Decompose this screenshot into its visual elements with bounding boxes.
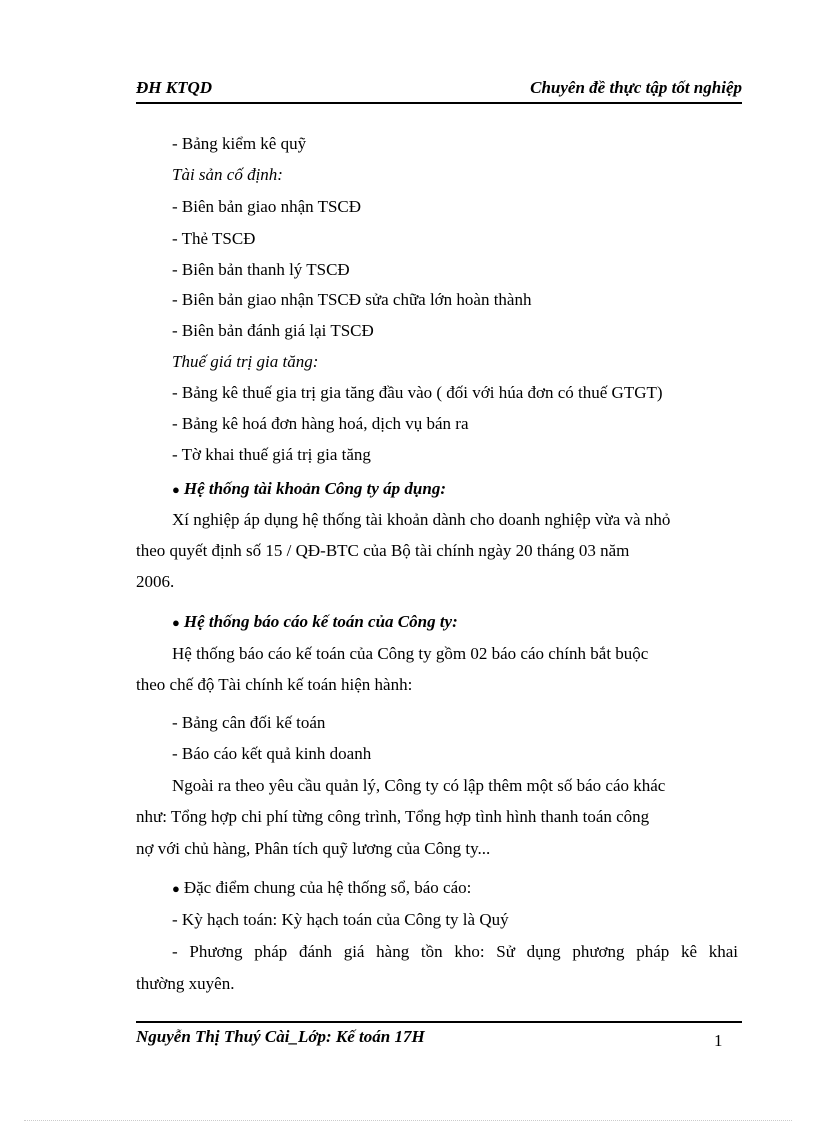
heading-report-system: [172, 611, 458, 634]
header-right: Chuyên đề thực tập tốt nghiệp: [530, 78, 742, 97]
list-item: - Thẻ TSCĐ: [172, 229, 256, 248]
paragraph-line: nợ với chủ hàng, Phân tích quỹ lương của Công ty...: [136, 839, 491, 858]
list-item: - Biên bản đánh giá lại TSCĐ: [172, 321, 374, 340]
page-header: [136, 76, 742, 104]
heading-text: Đặc điểm chung của hệ thống sổ, báo cáo:: [183, 878, 472, 897]
bullet-icon: ●: [172, 615, 180, 630]
heading-ledger-features: [172, 877, 471, 900]
paragraph-line: Ngoài ra theo yêu cầu quản lý, Công ty có lập thêm một số báo cáo khác: [172, 776, 666, 795]
header-left: ĐH KTQD: [136, 78, 213, 97]
list-item: - Báo cáo kết quả kinh doanh: [172, 744, 372, 763]
bullet-icon: ●: [172, 482, 180, 497]
heading-text: Hệ thống báo cáo kế toán của Công ty:: [183, 612, 458, 631]
list-item: - Bảng kê hoá đơn hàng hoá, dịch vụ bán ra: [172, 414, 469, 433]
paragraph-line: theo chế độ Tài chính kế toán hiện hành:: [136, 675, 413, 694]
page-edge-divider: [24, 1120, 792, 1121]
paragraph-line: 2006.: [136, 572, 175, 591]
paragraph-line: - Phương pháp đánh giá hàng tồn kho: Sử dụng phương pháp kê khai: [172, 942, 738, 961]
paragraph-line: Hệ thống báo cáo kế toán của Công ty gồm 02 báo cáo chính bắt buộc: [172, 644, 649, 663]
list-item: - Biên bản giao nhận TSCĐ: [172, 197, 362, 216]
paragraph-line: như: Tổng hợp chi phí từng công trình, Tổng hợp tình hình thanh toán công: [136, 807, 650, 826]
bullet-icon: ●: [172, 881, 180, 896]
list-item: - Kỳ hạch toán: Kỳ hạch toán của Công ty là Quý: [172, 910, 509, 929]
page-number: 1: [714, 1031, 723, 1050]
heading-text: Hệ thống tài khoản Công ty áp dụng:: [183, 479, 446, 498]
list-item: - Tờ khai thuế giá trị gia tăng: [172, 445, 371, 464]
list-item: - Bảng cân đối kế toán: [172, 713, 326, 732]
paragraph-line: Xí nghiệp áp dụng hệ thống tài khoản dành cho doanh nghiệp vừa và nhỏ: [172, 510, 671, 529]
list-item: - Biên bản giao nhận TSCĐ sửa chữa lớn hoàn thành: [172, 290, 532, 309]
section-label-vat: Thuế giá trị gia tăng:: [172, 352, 319, 371]
footer-author: Nguyễn Thị Thuý Cài_Lớp: Kế toán 17H: [136, 1027, 425, 1046]
paragraph-line: thường xuyên.: [136, 974, 235, 993]
list-item: - Bảng kiểm kê quỹ: [172, 134, 307, 153]
list-item: - Bảng kê thuế gia trị gia tăng đầu vào ( đối với húa đơn có thuế GTGT): [172, 383, 663, 402]
section-label-fixed-assets: Tài sản cố định:: [172, 165, 283, 184]
heading-account-system: [172, 478, 446, 501]
footer-divider: [136, 1021, 742, 1023]
paragraph-line: theo quyết định số 15 / QĐ-BTC của Bộ tài chính ngày 20 tháng 03 năm: [136, 541, 630, 560]
list-item: - Biên bản thanh lý TSCĐ: [172, 260, 350, 279]
